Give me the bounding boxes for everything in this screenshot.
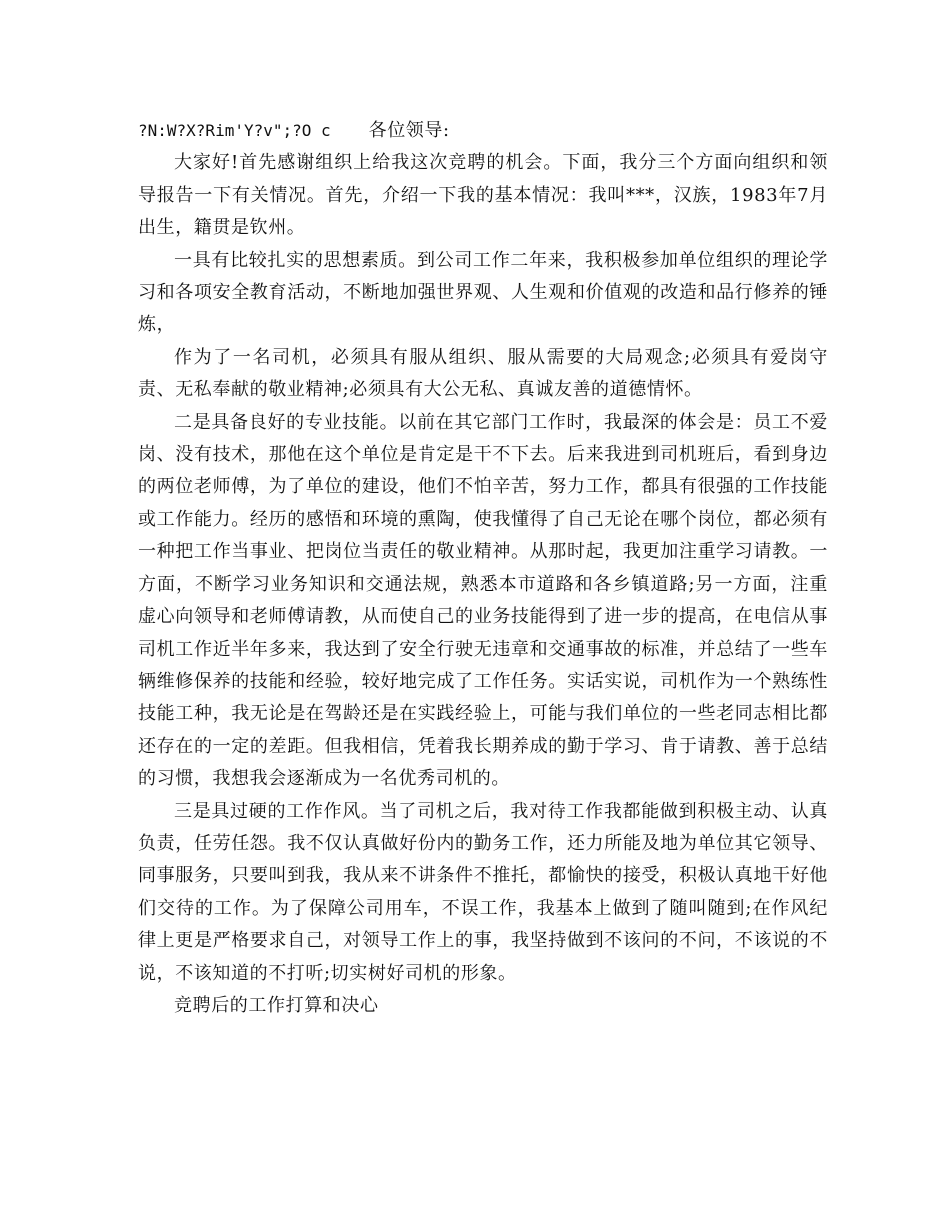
garbled-header-text: ?N:W?X?Rim'Y?v";?O c (138, 121, 331, 140)
paragraph-professional-skills: 二是具备良好的专业技能。以前在其它部门工作时，我最深的体会是：员工不爱岗、没有技术，那他在这个单位是肯定是干不下去。后来我进到司机班后，看到身边的两位老师傅，为了单位的建设，他们不怕辛苦，努力工作，都具有很强的工作技能或工作能力。经历的感悟和环境的熏陶，使我懂得了自己无论在哪个岗位，都必须有一种把工作当事业、把岗位当责任的敬业精神。从那时起，我更加注重学习请教。一方面，不断学习业务知识和交通法规，熟悉本市道路和各乡镇道路;另一方面，注重虚心向领导和老师傅请教，从而使自己的业务技能得到了进一步的提高，在电信从事司机工作近半年多来，我达到了安全行驶无违章和交通事故的标准，并总结了一些车辆维修保养的技能和经验，较好地完成了工作任务。实话实说，司机作为一个熟练性技能工种，我无论是在驾龄还是在实践经验上，可能与我们单位的一些老同志相比都还存在的一定的差距。但我相信，凭着我长期养成的勤于学习、肯于请教、善于总结的习惯，我想我会逐渐成为一名优秀司机的。 (138, 411, 828, 790)
section-heading-plans: 竞聘后的工作打算和决心 (174, 994, 379, 1016)
header-line (138, 115, 828, 147)
paragraph-driver-attitude: 作为了一名司机，必须具有服从组织、服从需要的大局观念;必须具有爱岗守责、无私奉献的敬业精神;必须具有大公无私、真诚友善的道德情怀。 (138, 346, 828, 401)
paragraph-ideological-quality: 一具有比较扎实的思想素质。到公司工作二年来，我积极参加单位组织的理论学习和各项安全教育活动，不断地加强世界观、人生观和价值观的改造和品行修养的锤炼， (138, 249, 828, 336)
paragraph-introduction: 大家好!首先感谢组织上给我这次竞聘的机会。下面，我分三个方面向组织和领导报告一下有关情况。首先，介绍一下我的基本情况：我叫***，汉族，1983年7月出生，籍贯是钦州。 (138, 152, 828, 239)
document-body (138, 115, 828, 1022)
salutation: 各位领导: (368, 120, 450, 141)
paragraph-work-style: 三是具过硬的工作作风。当了司机之后，我对待工作我都能做到积极主动、认真负责，任劳任怨。我不仅认真做好份内的勤务工作，还力所能及地为单位其它领导、同事服务，只要叫到我，我从来不讲条件不推托，都愉快的接受，积极认真地干好他们交待的工作。为了保障公司用车，不误工作，我基本上做到了随叫随到;在作风纪律上更是严格要求自己，对领导工作上的事，我坚持做到不该问的不问，不该说的不说，不该知道的不打听;切实树好司机的形象。 (138, 800, 828, 984)
